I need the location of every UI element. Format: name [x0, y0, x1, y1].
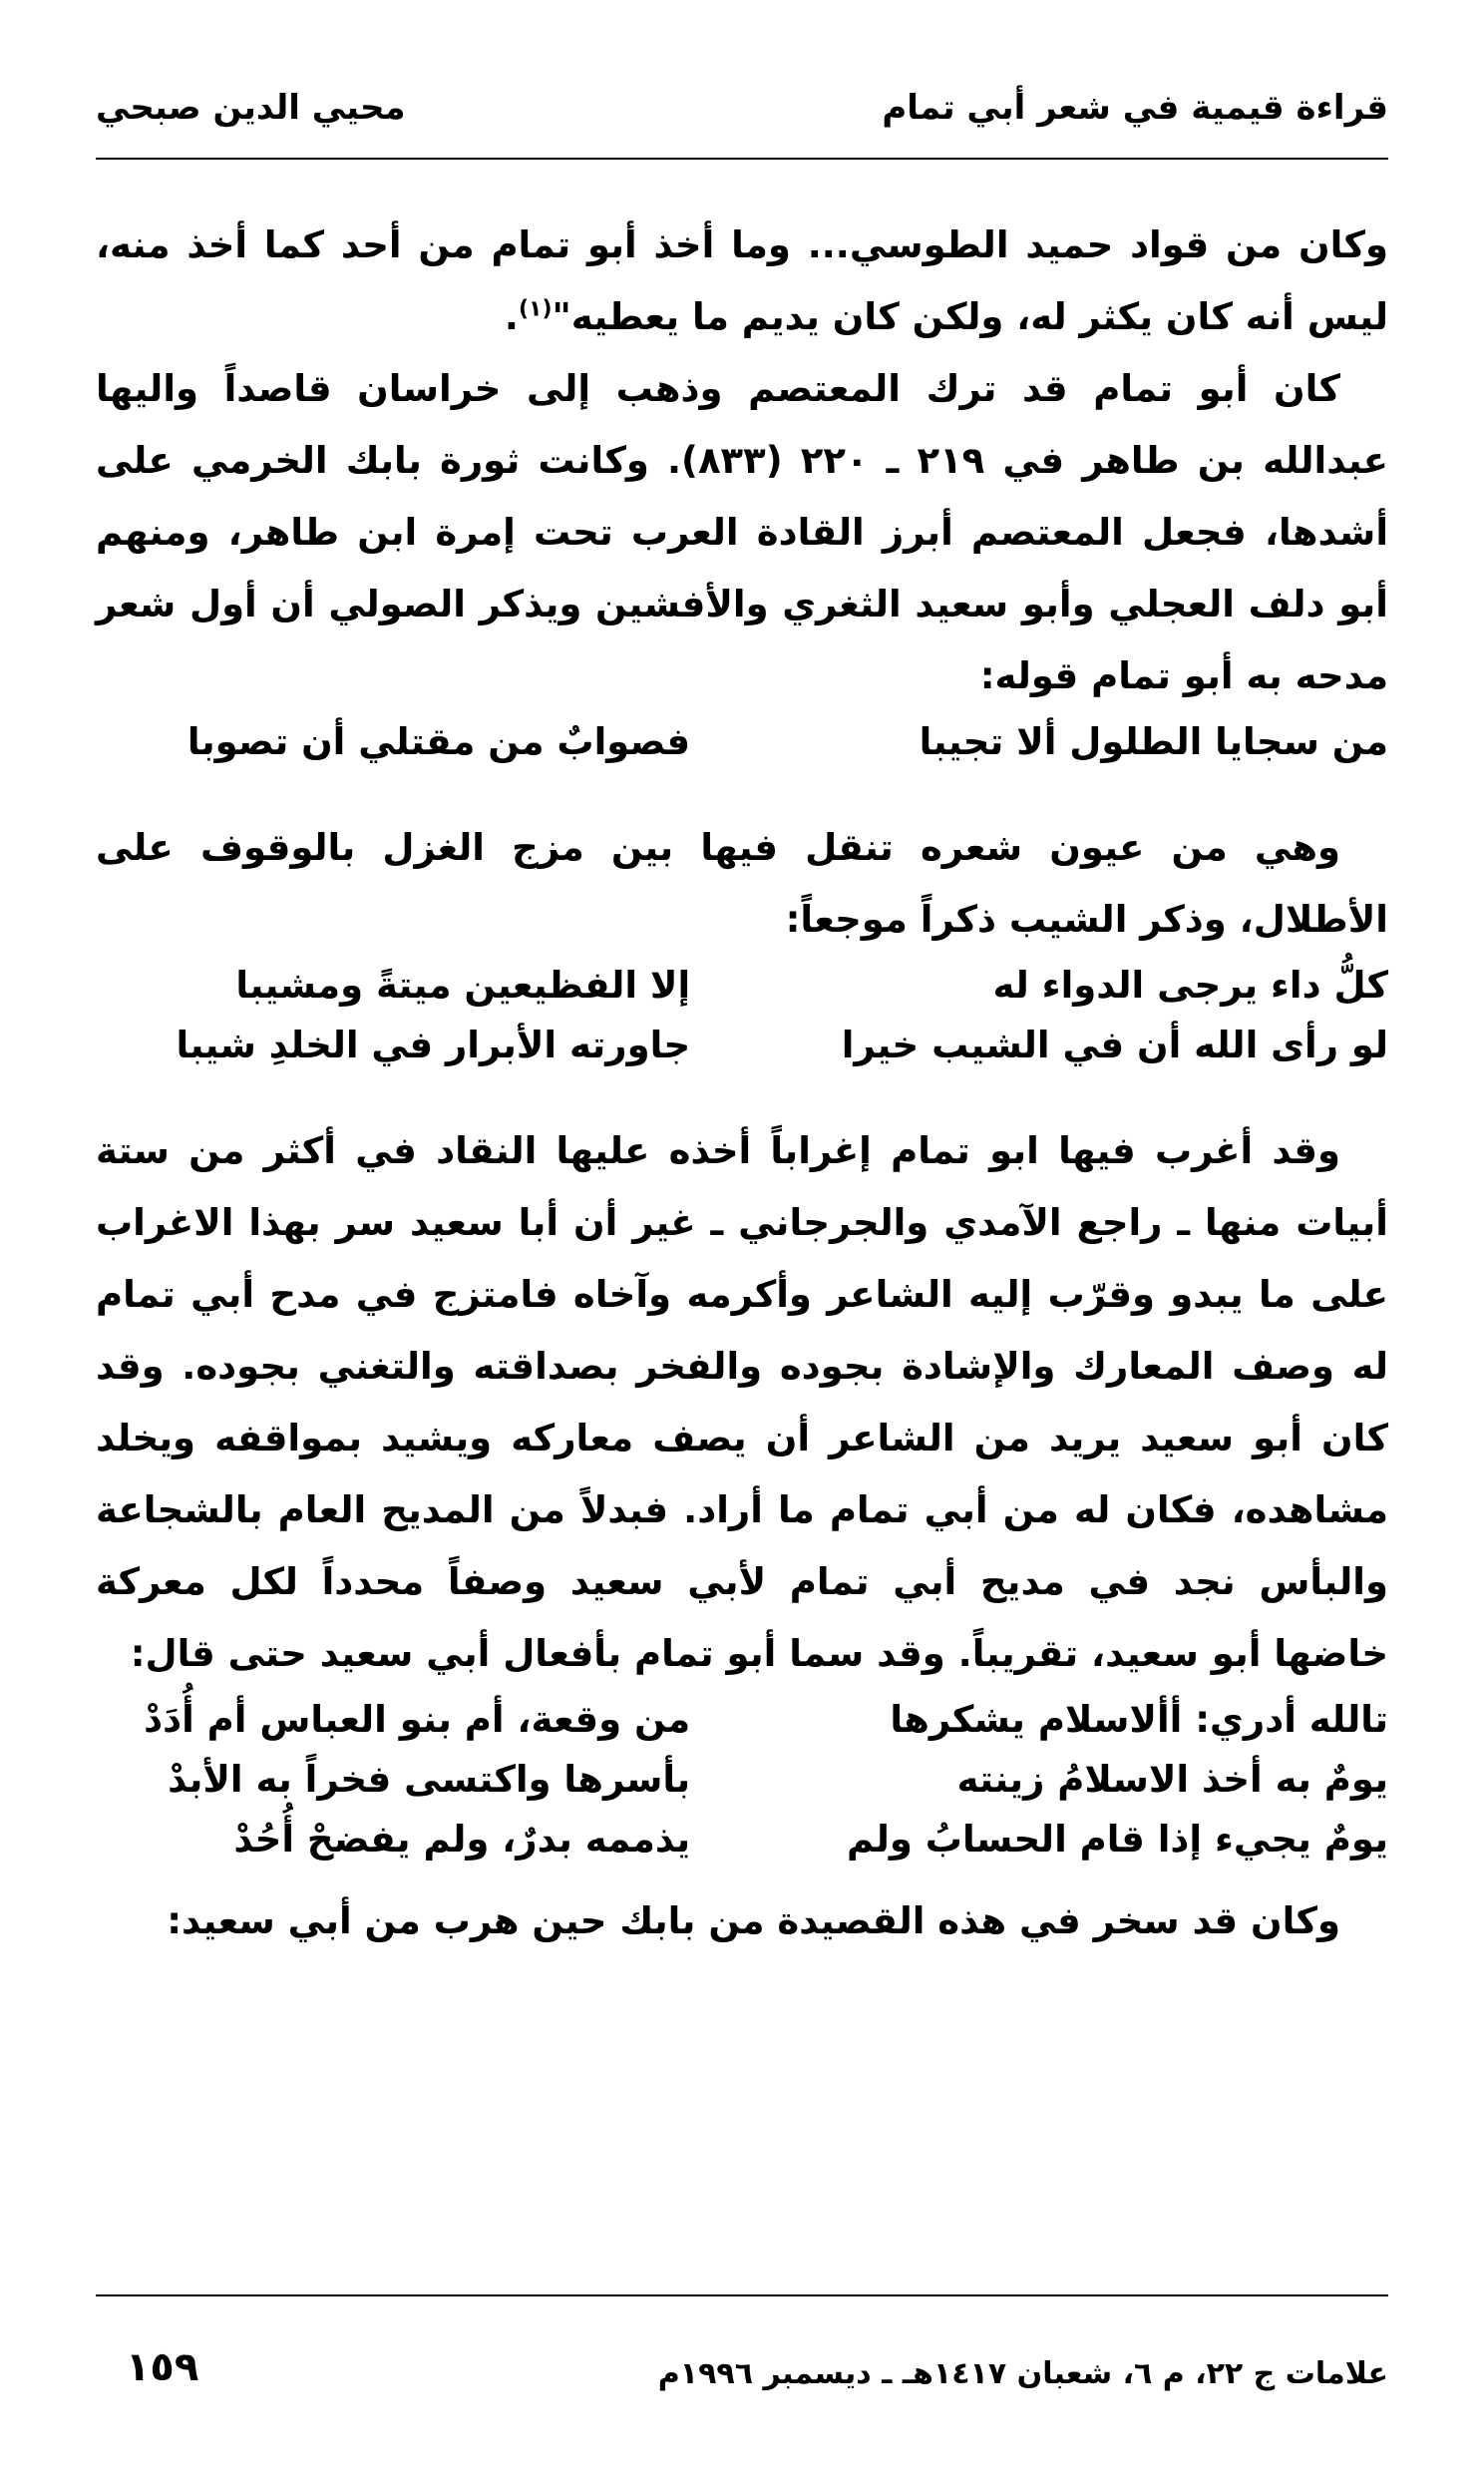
- verse-first-hemistich: كلُّ داء يرجى الدواء له: [992, 964, 1388, 1007]
- paragraph-1: [96, 209, 1388, 353]
- paragraph-1-text: وكان من قواد حميد الطوسي... وما أخذ أبو تمام من أحد كما أخذ منه، ليس أنه كان يكثر له، ولكن كان يديم ما يعطيه": [96, 223, 1388, 338]
- verse-second-hemistich: بأسرها واكتسى فخراً به الأبدْ: [168, 1758, 691, 1801]
- paragraph-5: وكان قد سخر في هذه القصيدة من بابك حين هرب من أبي سعيد:: [167, 1899, 1340, 1942]
- verse-first-hemistich: لو رأى الله أن في الشيب خيرا: [841, 1024, 1388, 1066]
- header-author: محيي الدين صبحي: [96, 88, 406, 128]
- verse-block-1: [96, 712, 1388, 772]
- paragraph-4: وقد أغرب فيها ابو تمام إغراباً أخذه عليها النقاد في أكثر من ستة أبيات منها ـ راجع الآمدي والجرجاني ـ غير أن أبا سعيد سر بهذا الاغراب على ما يبدو وقرّب إليه الشاعر وأكرمه وآخاه فامتزج في مدح أبي تمام له وصف المعارك والإشادة بجوده والفخر بصداقته والتغني بجوده. وقد كان أبو سعيد يريد من الشاعر أن يصف معاركه ويشيد بمواقفه ويخلد مشاهده، فكان له من أبي تمام ما أراد. فبدلاً من المديح العام بالشجاعة والبأس نجد في مديح أبي تمام لأبي سعيد وصفاً محدداً لكل معركة خاضها أبو سعيد، تقريباً. وقد سما أبو تمام بأفعال أبي سعيد حتى قال:: [96, 1129, 1388, 1675]
- verse-second-hemistich: إلا الفظيعين ميتةً ومشيبا: [235, 964, 691, 1007]
- paragraph-2: كان أبو تمام قد ترك المعتصم وذهب إلى خراسان قاصداً واليها عبدالله بن طاهر في ٢١٩ ـ ٢٢٠ (٨٣٣). وكانت ثورة بابك الخرمي على أشدها، فجعل المعتصم أبرز القادة العرب تحت إمرة ابن طاهر، ومنهم أبو دلف العجلي وأبو سعيد الثغري والأفشين ويذكر الصولي أن أول شعر مدحه به أبو تمام قوله:: [96, 367, 1388, 697]
- verse-line: [96, 712, 1388, 772]
- verse-first-hemistich: من سجايا الطلول ألا تجيبا: [919, 720, 1388, 763]
- header-title: قراءة قيمية في شعر أبي تمام: [882, 88, 1388, 128]
- verse-line: [96, 1810, 1388, 1869]
- verse-second-hemistich: يذممه بدرٌ، ولم يفضحْ أُحُدْ: [233, 1818, 691, 1861]
- verse-block-3: [96, 1690, 1388, 1869]
- verse-first-hemistich: يومٌ به أخذ الاسلامُ زينته: [956, 1758, 1388, 1801]
- verse-line: [96, 1750, 1388, 1810]
- page-footer: [96, 2294, 1388, 2391]
- paragraph-1-end: .: [504, 295, 519, 338]
- verse-second-hemistich: جاورته الأبرار في الخلدِ شيبا: [176, 1024, 691, 1066]
- verse-first-hemistich: يومٌ يجيء إذا قام الحسابُ ولم: [847, 1818, 1388, 1861]
- verse-line: [96, 1690, 1388, 1750]
- body-text: [96, 209, 1388, 1957]
- page-number: ١٥٩: [126, 2344, 199, 2390]
- verse-line: [96, 956, 1388, 1016]
- verse-second-hemistich: فصوابٌ من مقتلي أن تصوبا: [186, 720, 691, 763]
- verse-first-hemistich: تالله أدري: أألاسلام يشكرها: [890, 1698, 1388, 1741]
- running-header: [96, 88, 1388, 160]
- journal-citation: علامات ج ٢٢، م ٦، شعبان ١٤١٧هـ ـ ديسمبر ١٩٩٦م: [657, 2356, 1388, 2391]
- footnote-marker: (١): [518, 296, 553, 322]
- verse-second-hemistich: من وقعة، أم بنو العباس أم أُدَدْ: [144, 1698, 691, 1741]
- paragraph-3: وهي من عيون شعره تنقل فيها بين مزج الغزل بالوقوف على الأطلال، وذكر الشيب ذكراً موجعاً:: [96, 826, 1388, 941]
- verse-block-2: [96, 956, 1388, 1075]
- verse-line: [96, 1016, 1388, 1075]
